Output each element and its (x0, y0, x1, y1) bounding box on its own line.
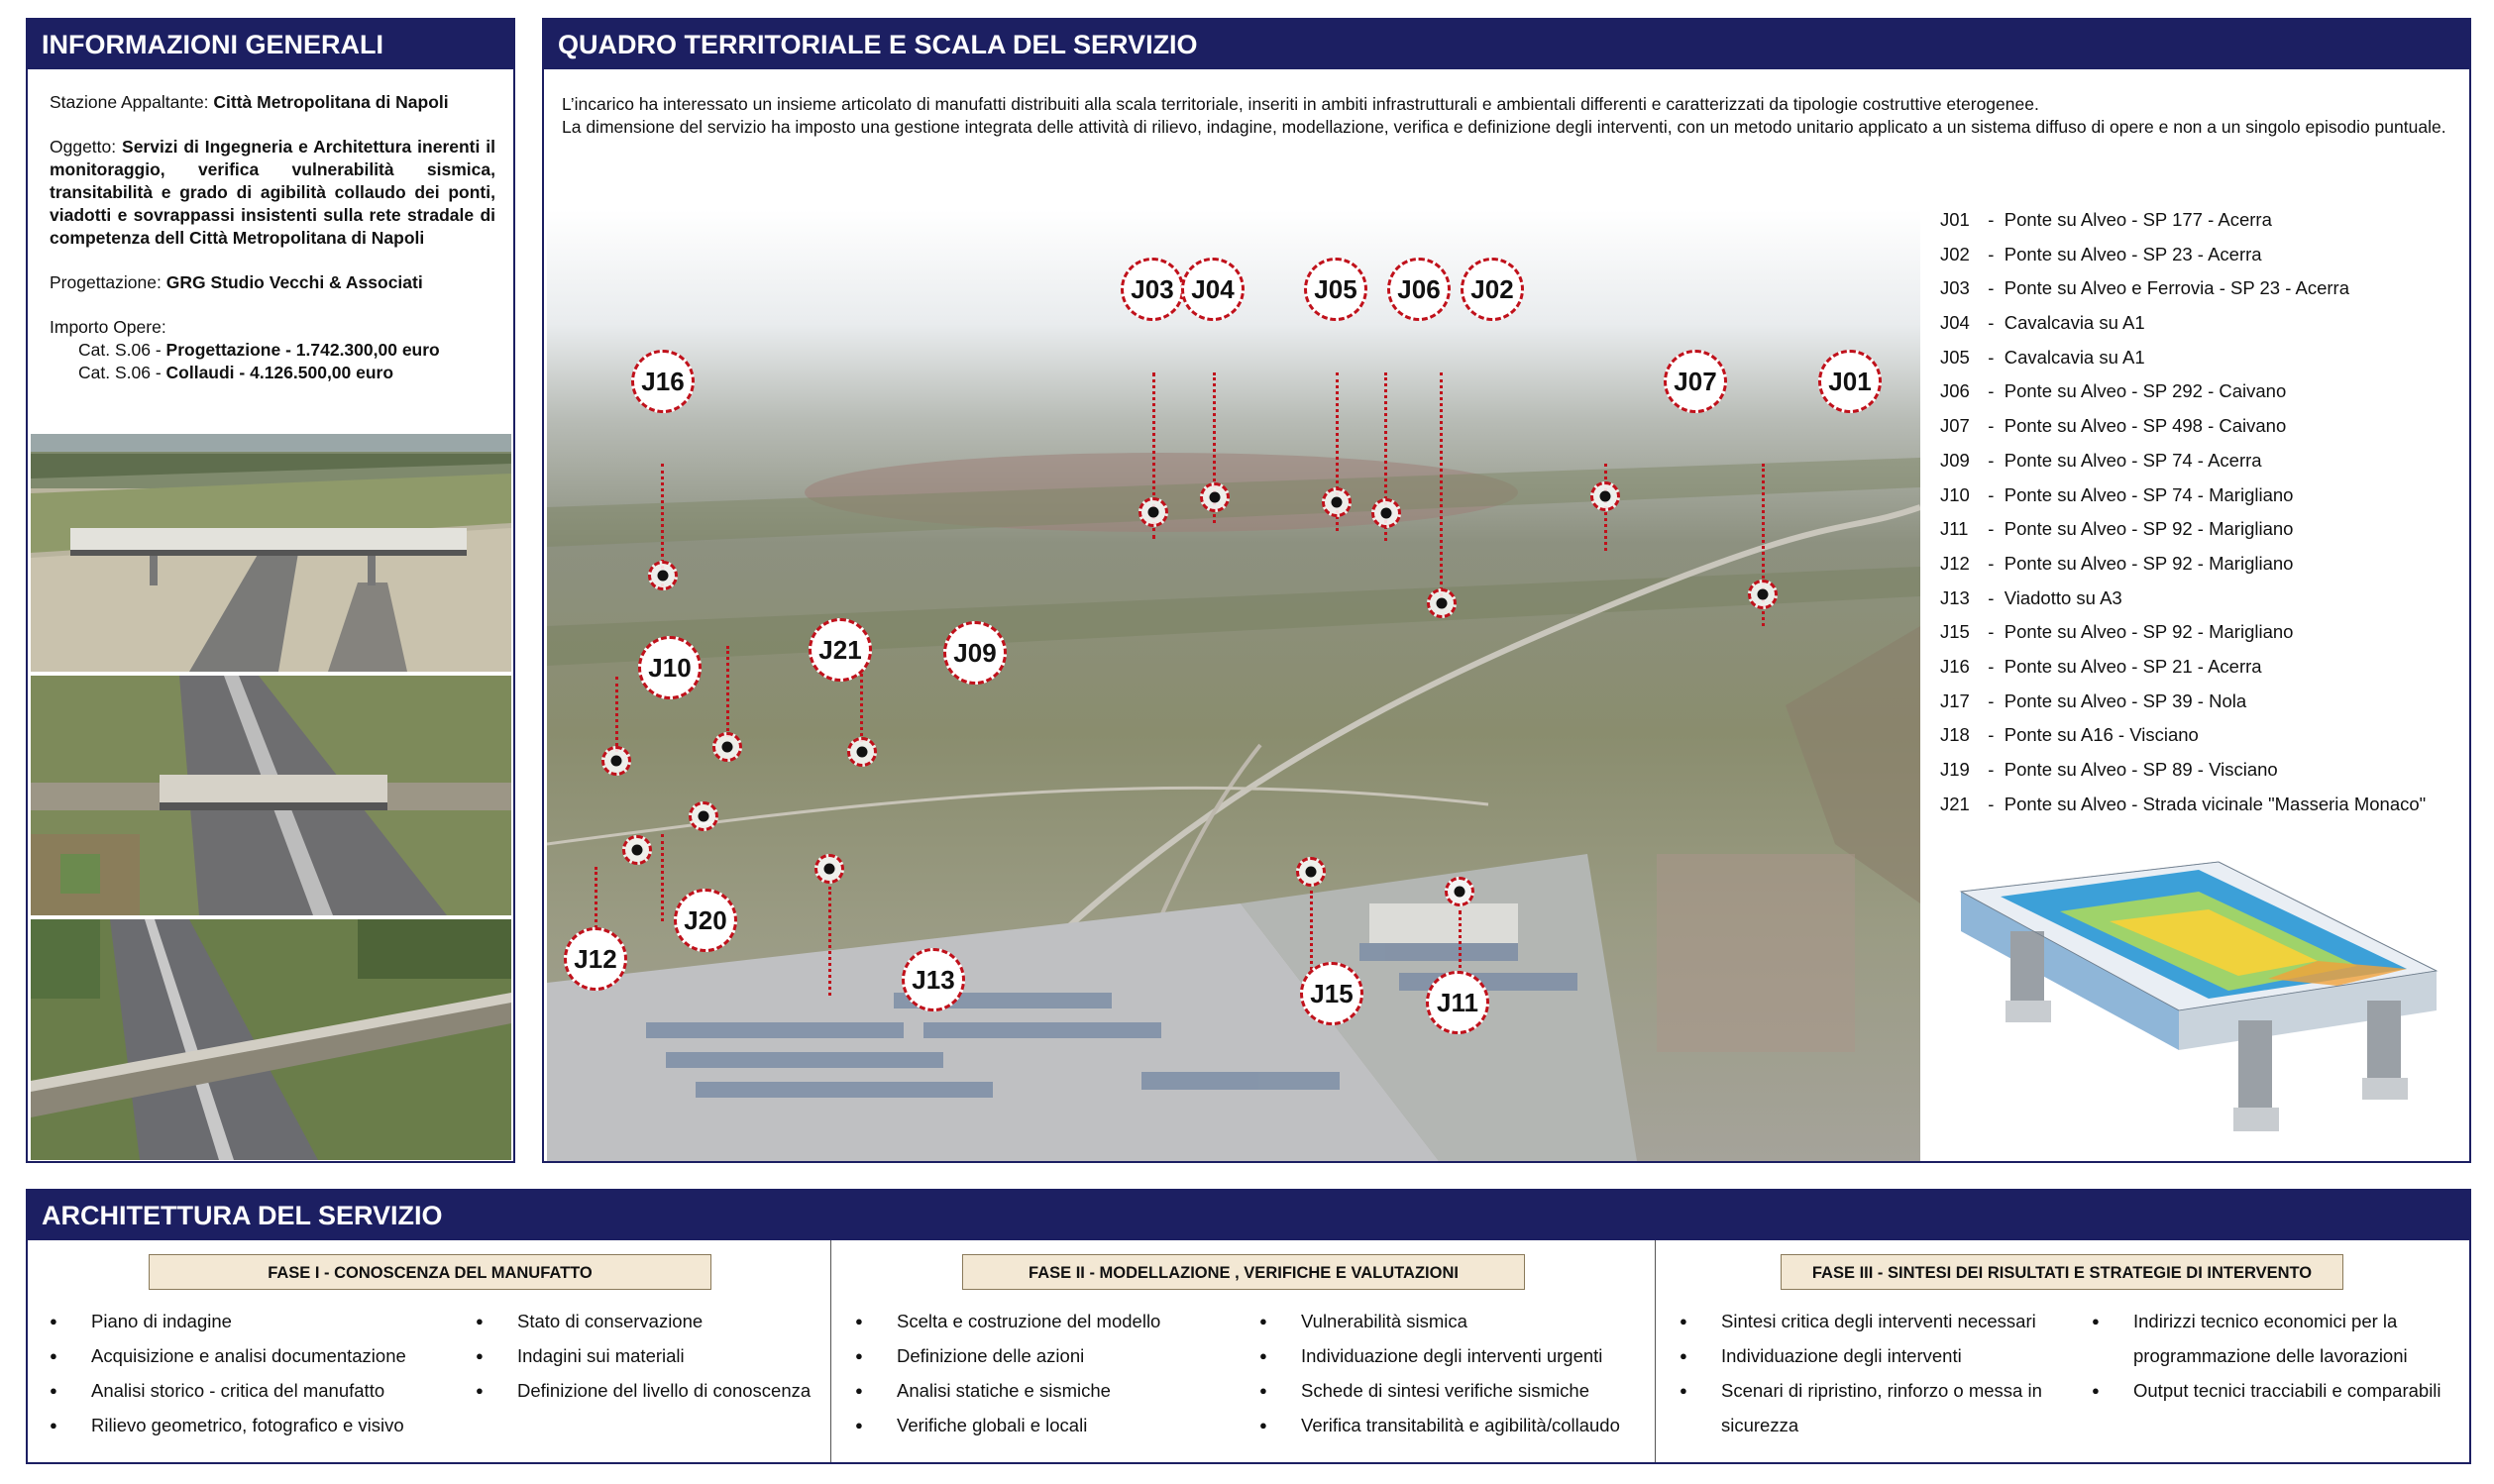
list-item: ● Scelta e costruzione del modello (855, 1304, 1160, 1338)
list-item: ● Output tecnici tracciabili e comparabili (2092, 1373, 2441, 1408)
phase-3-column (1655, 1240, 2470, 1462)
phase-2-list-right (1259, 1304, 1620, 1442)
legend-row: J15 - Ponte su Alveo - SP 92 - Marigliano (1940, 621, 2294, 643)
marker-j12[interactable]: J12 (564, 927, 627, 991)
legend-row: J19 - Ponte su Alveo - SP 89 - Visciano (1940, 759, 2278, 780)
marker-j21[interactable]: J21 (809, 618, 872, 682)
marker-j10[interactable]: J10 (638, 636, 702, 699)
legend-row: J21 - Ponte su Alveo - Strada vicinale "Masseria Monaco" (1940, 793, 2427, 814)
list-item: ● Individuazione degli interventi urgenti (1259, 1338, 1620, 1373)
bridge-legend (1940, 203, 2465, 821)
marker-j13[interactable]: J13 (902, 948, 965, 1011)
marker-j16[interactable]: J16 (631, 350, 695, 413)
list-item: ● Scenari di ripristino, rinforzo o messa in (1680, 1373, 2042, 1408)
legend-row: J01 - Ponte su Alveo - SP 177 - Acerra (1940, 209, 2272, 230)
list-item: ● Definizione del livello di conoscenza (476, 1373, 811, 1408)
intro-text: L’incarico ha interessato un insieme articolato di manufatti distribuiti alla scala territoriale, inseriti in ambiti infrastrutturali e ambientali differenti e caratterizzati da tipologie costruttive eterogenee. La dimensione del servizio ha imposto una gestione integrata delle attività di rilievo, indagine, modellazione, verifica e definizione degli interventi, con un metodo unitario applicato a un sistema diffuso di opere e non a un singolo episodio puntuale. (562, 94, 2446, 137)
list-item: ● Verifiche globali e locali (855, 1408, 1160, 1442)
territorial-framework-heading: QUADRO TERRITORIALE E SCALA DEL SERVIZIO (544, 20, 2469, 69)
location-pin-j10[interactable] (601, 746, 631, 776)
list-item: ● Vulnerabilità sismica (1259, 1304, 1620, 1338)
location-pin-j16[interactable] (648, 561, 678, 590)
list-item: ● Definizione delle azioni (855, 1338, 1160, 1373)
location-pin-j05[interactable] (1322, 487, 1352, 517)
list-item: ● Analisi statiche e sismiche (855, 1373, 1160, 1408)
marker-j01[interactable]: J01 (1818, 350, 1882, 413)
location-pin-j04[interactable] (1200, 482, 1230, 512)
service-architecture-panel (26, 1189, 2471, 1464)
leader-line (1440, 372, 1443, 608)
bridge-photo-3 (31, 919, 511, 1160)
marker-j02[interactable]: J02 (1461, 258, 1524, 321)
location-pin-j01[interactable] (1748, 580, 1778, 609)
general-info-panel (26, 18, 515, 1163)
general-info-heading: INFORMAZIONI GENERALI (28, 20, 513, 69)
location-pin-j15[interactable] (1296, 857, 1326, 887)
legend-row: J05 - Cavalcavia su A1 (1940, 346, 2145, 368)
legend-row: J18 - Ponte su A16 - Visciano (1940, 724, 2199, 746)
phase-1-column (28, 1240, 830, 1462)
location-pin-j09[interactable] (847, 737, 877, 767)
location-pin-j07[interactable] (1590, 481, 1620, 511)
legend-row: J11 - Ponte su Alveo - SP 92 - Marigliano (1940, 518, 2294, 540)
phase-1-list-left (50, 1304, 406, 1442)
list-item: programmazione delle lavorazioni (2133, 1345, 2408, 1366)
phase-3-list-left (1680, 1304, 2042, 1442)
location-pin-j21[interactable] (712, 732, 742, 762)
legend-row: J10 - Ponte su Alveo - SP 74 - Marigliano (1940, 483, 2294, 505)
phase-2-list-left (855, 1304, 1160, 1442)
location-pin-j20[interactable] (689, 801, 718, 831)
list-item: ● Piano di indagine (50, 1304, 406, 1338)
list-item: ● Sintesi critica degli interventi necessari (1680, 1304, 2042, 1338)
marker-j04[interactable]: J04 (1181, 258, 1245, 321)
location-pin-j13[interactable] (814, 854, 844, 884)
list-item: ● Indirizzi tecnico economici per la (2092, 1304, 2441, 1338)
phase-1-title: FASE I - CONOSCENZA DEL MANUFATTO (149, 1254, 711, 1290)
list-item: ● Analisi storico - critica del manufatto (50, 1373, 406, 1408)
phase-2-column (830, 1240, 1656, 1462)
service-object: Oggetto: Servizi di Ingegneria e Architettura inerenti il monitoraggio, verifica vulnerabilità sismica, transitabilità e grado di agibilità collaudo dei ponti, viadotti e sovrappassi insistenti sulla rete stradale di competenza dell Città Metropolitana di Napoli (50, 137, 495, 248)
phase-1-list-right (476, 1304, 811, 1408)
marker-j09[interactable]: J09 (943, 621, 1007, 685)
general-info-text (50, 91, 495, 384)
legend-row: J12 - Ponte su Alveo - SP 92 - Marigliano (1940, 552, 2294, 574)
phase-2-title: FASE II - MODELLAZIONE , VERIFICHE E VALUTAZIONI (962, 1254, 1525, 1290)
legend-row: J06 - Ponte su Alveo - SP 292 - Caivano (1940, 380, 2287, 402)
location-pin-j11[interactable] (1445, 877, 1474, 906)
list-item: ● Stato di conservazione (476, 1304, 811, 1338)
legend-row: J16 - Ponte su Alveo - SP 21 - Acerra (1940, 655, 2262, 677)
list-item: ● Indagini sui materiali (476, 1338, 811, 1373)
legend-row: J17 - Ponte su Alveo - SP 39 - Nola (1940, 689, 2247, 711)
location-pin-j02[interactable] (1427, 588, 1457, 618)
marker-j03[interactable]: J03 (1121, 258, 1184, 321)
list-item: sicurezza (1721, 1415, 1799, 1435)
works-amount: Importo Opere: Cat. S.06 - Progettazione - 1.742.300,00 euro Cat. S.06 - Collaudi - 4.126.500,00 euro (50, 317, 440, 382)
service-architecture-heading: ARCHITETTURA DEL SERVIZIO (28, 1191, 2469, 1240)
list-item: ● Verifica transitabilità e agibilità/collaudo (1259, 1408, 1620, 1442)
legend-row: J09 - Ponte su Alveo - SP 74 - Acerra (1940, 449, 2262, 471)
legend-row: J03 - Ponte su Alveo e Ferrovia - SP 23 - Acerra (1940, 277, 2349, 299)
marker-j11[interactable]: J11 (1426, 971, 1489, 1034)
leader-line (615, 677, 618, 752)
list-item: ● Acquisizione e analisi documentazione (50, 1338, 406, 1373)
aerial-map (547, 210, 1920, 1161)
leader-line (661, 834, 664, 921)
marker-j15[interactable]: J15 (1300, 962, 1363, 1025)
bridge-photo-2 (31, 676, 511, 915)
legend-row: J04 - Cavalcavia su A1 (1940, 312, 2145, 334)
location-pin-j03[interactable] (1139, 497, 1168, 527)
phase-3-title: FASE III - SINTESI DEI RISULTATI E STRATEGIE DI INTERVENTO (1781, 1254, 2343, 1290)
phase-3-list-right (2092, 1304, 2441, 1408)
marker-j06[interactable]: J06 (1387, 258, 1451, 321)
leader-line (726, 646, 729, 737)
list-item: ● Schede di sintesi verifiche sismiche (1259, 1373, 1620, 1408)
contracting-station: Stazione Appaltante: Città Metropolitana di Napoli (50, 92, 449, 112)
marker-j20[interactable]: J20 (674, 889, 737, 952)
territorial-framework-panel (542, 18, 2471, 1163)
leader-line (828, 887, 831, 996)
legend-row: J02 - Ponte su Alveo - SP 23 - Acerra (1940, 243, 2262, 265)
marker-j05[interactable]: J05 (1304, 258, 1367, 321)
list-item: ● Individuazione degli interventi (1680, 1338, 2042, 1373)
design-firm: Progettazione: GRG Studio Vecchi & Associati (50, 272, 423, 292)
aerial-photo (547, 210, 1920, 1161)
location-pin-j12[interactable] (622, 835, 652, 865)
list-item: ● Rilievo geometrico, fotografico e visivo (50, 1408, 406, 1442)
location-pin-j06[interactable] (1371, 498, 1401, 528)
legend-row: J07 - Ponte su Alveo - SP 498 - Caivano (1940, 415, 2287, 437)
marker-j07[interactable]: J07 (1664, 350, 1727, 413)
bridge-fem-model (1941, 852, 2456, 1149)
legend-row: J13 - Viadotto su A3 (1940, 586, 2122, 608)
bridge-photo-1 (31, 434, 511, 672)
